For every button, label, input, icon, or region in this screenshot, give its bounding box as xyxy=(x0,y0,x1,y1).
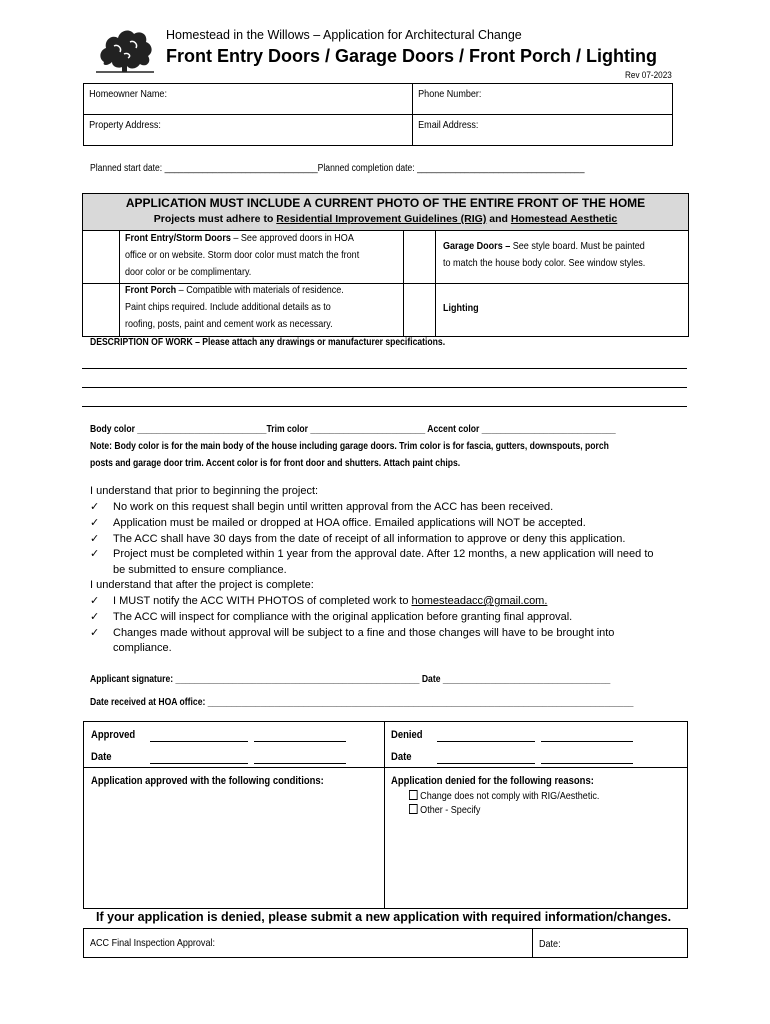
date-received-field[interactable]: Date received at HOA office: _________________________________________________________________________________________ xyxy=(90,697,634,708)
before-item: The ACC shall have 30 days from the date of receipt of all information to approve or deny this application. xyxy=(113,533,626,545)
denied-resubmit-note: If your application is denied, please submit a new application with required information/changes. xyxy=(96,910,672,924)
approved-date-line-2[interactable] xyxy=(254,763,346,764)
lighting-option: Lighting xyxy=(443,302,479,314)
denied-date-label: Date xyxy=(391,751,412,763)
before-item: No work on this request shall begin until written approval from the ACC has been received. xyxy=(113,501,554,513)
front-entry-option: Front Entry/Storm Doors – See approved doors in HOA office or on website. Storm door color must match the front door color or be complimentary. xyxy=(125,232,360,278)
after-item: The ACC will inspect for compliance with the original application before granting final approval. xyxy=(113,611,573,623)
check-icon: ✓ xyxy=(90,595,100,607)
denied-label: Denied xyxy=(391,729,423,741)
check-icon: ✓ xyxy=(90,611,100,623)
final-inspection-row xyxy=(83,928,688,958)
garage-doors-option: Garage Doors – See style board. Must be painted to match the house body color. See window styles. xyxy=(443,240,646,269)
rig-link[interactable]: Residential Improvement Guidelines (RIG) xyxy=(276,213,487,225)
approved-date-label: Date xyxy=(91,751,112,763)
acc-decision-box xyxy=(83,721,688,909)
garage-doors-checkbox[interactable] xyxy=(404,231,435,283)
before-project-intro: I understand that prior to beginning the project: xyxy=(90,485,319,497)
color-fields[interactable]: Body color ___________________________Trim color ________________________ Accent color ____________________________ xyxy=(90,424,616,435)
after-item: I MUST notify the ACC WITH PHOTOS of completed work to homesteadacc@gmail.com. xyxy=(113,595,548,607)
phone-number-field[interactable]: Phone Number: xyxy=(413,84,673,115)
check-icon: ✓ xyxy=(90,627,100,639)
approved-date-line-1[interactable] xyxy=(150,763,248,764)
contact-info-table xyxy=(83,83,673,146)
front-porch-option: Front Porch – Compatible with materials of residence. Paint chips required. Include additional details as to roofing, posts, paint and cement work as necessary. xyxy=(125,284,344,330)
homestead-tree-logo xyxy=(94,24,156,74)
check-icon: ✓ xyxy=(90,533,100,545)
before-item: be submitted to ensure compliance. xyxy=(113,564,287,576)
approved-conditions-label: Application approved with the following conditions: xyxy=(91,775,324,787)
after-item: Changes made without approval will be subject to a fine and those changes will have to be brought into xyxy=(113,627,615,639)
approved-label: Approved xyxy=(91,729,136,741)
description-label: DESCRIPTION OF WORK – Please attach any drawings or manufacturer specifications. xyxy=(90,337,446,348)
revision-label: Rev 07-2023 xyxy=(624,70,672,81)
reason-other[interactable]: Other - Specify xyxy=(409,804,480,816)
check-icon: ✓ xyxy=(90,548,100,560)
denied-signature-line-1[interactable] xyxy=(437,741,535,742)
check-icon: ✓ xyxy=(90,501,100,513)
photo-requirement-text: APPLICATION MUST INCLUDE A CURRENT PHOTO OF THE ENTIRE FRONT OF THE HOME xyxy=(125,196,646,210)
project-type-section xyxy=(82,193,689,337)
color-note: Note: Body color is for the main body of the house including garage doors. Trim color is for fascia, gutters, downspouts, porch posts and garage door trim. Accent color is for front door and shutters. Attach paint chips. xyxy=(90,441,609,469)
check-icon: ✓ xyxy=(90,517,100,529)
before-item: Project must be completed within 1 year from the approval date. After 12 months, a new application will need to xyxy=(113,548,654,560)
form-subtitle: Homestead in the Willows – Application for Architectural Change xyxy=(166,28,522,42)
aesthetic-link[interactable]: Homestead Aesthetic xyxy=(510,213,618,225)
description-line-1[interactable] xyxy=(82,368,687,369)
denied-signature-line-2[interactable] xyxy=(541,741,633,742)
checkbox-icon[interactable] xyxy=(409,790,418,800)
acc-email-link[interactable]: homesteadacc@gmail.com. xyxy=(411,595,548,607)
homeowner-name-field[interactable]: Homeowner Name: xyxy=(84,84,413,115)
checkbox-icon[interactable] xyxy=(409,804,418,814)
final-inspection-label[interactable]: ACC Final Inspection Approval: xyxy=(90,937,215,949)
form-title: Front Entry Doors / Garage Doors / Front Porch / Lighting xyxy=(166,46,658,66)
planned-completion-date[interactable]: Planned completion date: ___________________________________ xyxy=(317,163,585,174)
email-address-field[interactable]: Email Address: xyxy=(413,115,673,146)
front-entry-checkbox[interactable] xyxy=(83,231,119,283)
denied-date-line-2[interactable] xyxy=(541,763,633,764)
after-item: compliance. xyxy=(113,642,172,654)
approved-signature-line-1[interactable] xyxy=(150,741,248,742)
planned-dates[interactable] xyxy=(90,163,585,174)
lighting-checkbox[interactable] xyxy=(404,284,435,336)
denied-date-line-1[interactable] xyxy=(437,763,535,764)
description-line-2[interactable] xyxy=(82,387,687,388)
photo-requirement-banner xyxy=(83,194,688,231)
approved-signature-line-2[interactable] xyxy=(254,741,346,742)
property-address-field[interactable]: Property Address: xyxy=(84,115,413,146)
final-inspection-date[interactable]: Date: xyxy=(539,938,561,950)
front-porch-checkbox[interactable] xyxy=(83,284,119,336)
denied-reasons-label: Application denied for the following reasons: xyxy=(391,775,594,787)
before-item: Application must be mailed or dropped at HOA office. Emailed applications will NOT be accepted. xyxy=(113,517,586,529)
reason-rig-aesthetic[interactable]: Change does not comply with RIG/Aesthetic. xyxy=(409,790,599,802)
after-project-intro: I understand that after the project is complete: xyxy=(90,579,314,591)
applicant-signature-field[interactable]: Applicant signature: ___________________________________________________ Date ___________________________________ xyxy=(90,674,611,685)
planned-start-date[interactable]: Planned start date: ________________________________ xyxy=(90,163,318,174)
description-line-3[interactable] xyxy=(82,406,687,407)
guidelines-text: Projects must adhere to Residential Improvement Guidelines (RIG) and Homestead Aesthetic xyxy=(153,213,618,225)
